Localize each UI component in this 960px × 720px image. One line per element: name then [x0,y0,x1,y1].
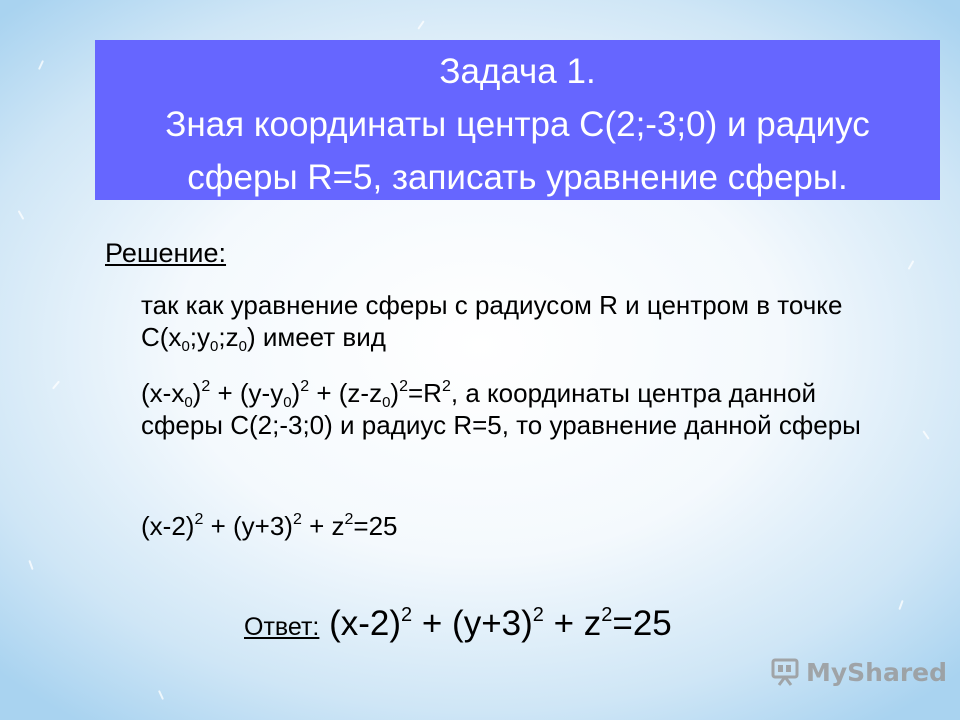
slide-title-box [95,40,940,200]
title-line-2: Зная координаты центра С(2;-3;0) и радиус [165,105,870,144]
watermark-text: MyShared [806,657,948,687]
title-line-3: сферы R=5, записать уравнение сферы. [187,158,848,197]
sphere-equation: $(x-2)^2 + (y+3)^2 + z^2=25$ [141,511,398,541]
title-line-1: Задача 1. [439,52,596,91]
answer-line: Ответ: $(x-2)^2 + (y+3)^2 + z^2=25$ [244,604,672,643]
solution-label: Решение: [105,238,227,268]
solution-paragraph-1: так как уравнение сферы с радиусом R и центром в точке $С(x_0;y_0;z_0)$ имеет вид [141,290,843,355]
projector-screen-icon [770,657,800,687]
answer-label: Ответ: [244,613,320,641]
solution-paragraph-2: $(x-x_0)^2 + (y-y_0)^2 + (z-z_0)^2=R^2$, а координаты центра данной сферы С(2;-3;0) и радиус R=5, то уравнение данной сферы [141,378,861,440]
watermark [770,657,947,687]
